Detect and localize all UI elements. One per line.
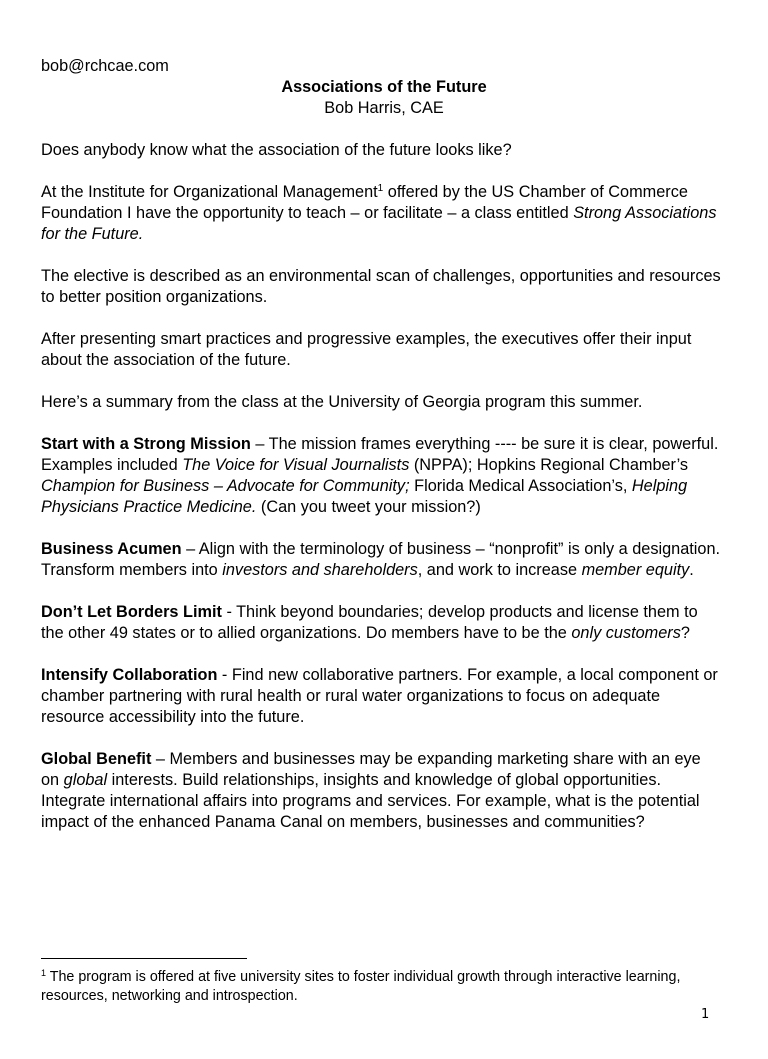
text-run: - Find new collaborative partners. For example, a local component or chamber partnering with rural health or rural water organizations to focus on adequate resource accessibility into the future. xyxy=(41,666,718,726)
page-number: 1 xyxy=(701,1007,710,1022)
text-run: – The mission frames everything ---- be sure it is clear, powerful. Examples included xyxy=(41,435,719,474)
section-heading: Business Acumen xyxy=(41,540,182,558)
text-run: – Align with the terminology of business – “nonprofit” is only a designation. Transform members into xyxy=(41,540,721,579)
italic-run: The Voice for Visual Journalists xyxy=(182,456,410,474)
italic-run: Champion for Business – Advocate for Community; xyxy=(41,477,410,495)
document-body xyxy=(41,140,721,854)
text-run: (Can you tweet your mission?) xyxy=(256,498,481,516)
document-author: Bob Harris, CAE xyxy=(324,99,444,117)
footnote-number: 1 xyxy=(41,968,47,978)
italic-run: member equity xyxy=(581,561,690,579)
text-run: ? xyxy=(680,624,690,642)
section-heading: Don’t Let Borders Limit xyxy=(41,603,222,621)
text-run: offered by the US Chamber of Commerce Foundation I have the opportunity to teach – or facilitate – a class entitled xyxy=(41,183,688,222)
footnote-separator xyxy=(41,958,247,959)
text-run: . xyxy=(689,561,694,579)
footnote xyxy=(41,968,721,1006)
section-global xyxy=(41,749,721,833)
intro-paragraph-examples: After presenting smart practices and progressive examples, the executives offer their input about the association of the future. xyxy=(41,330,692,369)
italic-run: only customers xyxy=(571,624,681,642)
intro-question: Does anybody know what the association of the future looks like? xyxy=(41,141,512,159)
intro-paragraph-elective: The elective is described as an environmental scan of challenges, opportunities and resources to better position organizations. xyxy=(41,267,721,306)
text-run: (NPPA); Hopkins Regional Chamber’s xyxy=(409,456,689,474)
italic-run: investors and shareholders xyxy=(222,561,418,579)
document-title: Associations of the Future xyxy=(281,78,487,96)
section-heading: Start with a Strong Mission xyxy=(41,435,251,453)
text-run: Florida Medical Association’s, xyxy=(409,477,632,495)
footnote-text: The program is offered at five university sites to foster individual growth through interactive learning, resources, networking and introspection. xyxy=(41,969,681,1004)
section-acumen xyxy=(41,539,721,581)
text-run: At the Institute for Organizational Management xyxy=(41,183,378,201)
section-heading: Intensify Collaboration xyxy=(41,666,218,684)
section-heading: Global Benefit xyxy=(41,750,152,768)
italic-run: Helping Physicians Practice Medicine. xyxy=(41,477,688,516)
section-mission xyxy=(41,434,721,518)
intro-paragraph-institute xyxy=(41,182,721,245)
class-name-italic: Strong Associations for the Future. xyxy=(41,204,717,243)
text-run: - Think beyond boundaries; develop products and license them to the other 49 states or to allied organizations. Do members have to be the xyxy=(41,603,698,642)
italic-run: global xyxy=(63,771,108,789)
section-borders xyxy=(41,602,721,644)
intro-paragraph-summary: Here’s a summary from the class at the University of Georgia program this summer. xyxy=(41,393,643,411)
text-run: , and work to increase xyxy=(417,561,582,579)
text-run: – Members and businesses may be expanding marketing share with an eye on xyxy=(41,750,701,789)
text-run: interests. Build relationships, insights and knowledge of global opportunities. Integrate international affairs into programs and services. For example, what is the potential impact of the enhanced Panama Canal on members, businesses and communities? xyxy=(41,771,700,831)
section-collaboration xyxy=(41,665,721,728)
footnote-reference: 1 xyxy=(377,183,384,194)
author-email: bob@rchcae.com xyxy=(41,57,169,75)
